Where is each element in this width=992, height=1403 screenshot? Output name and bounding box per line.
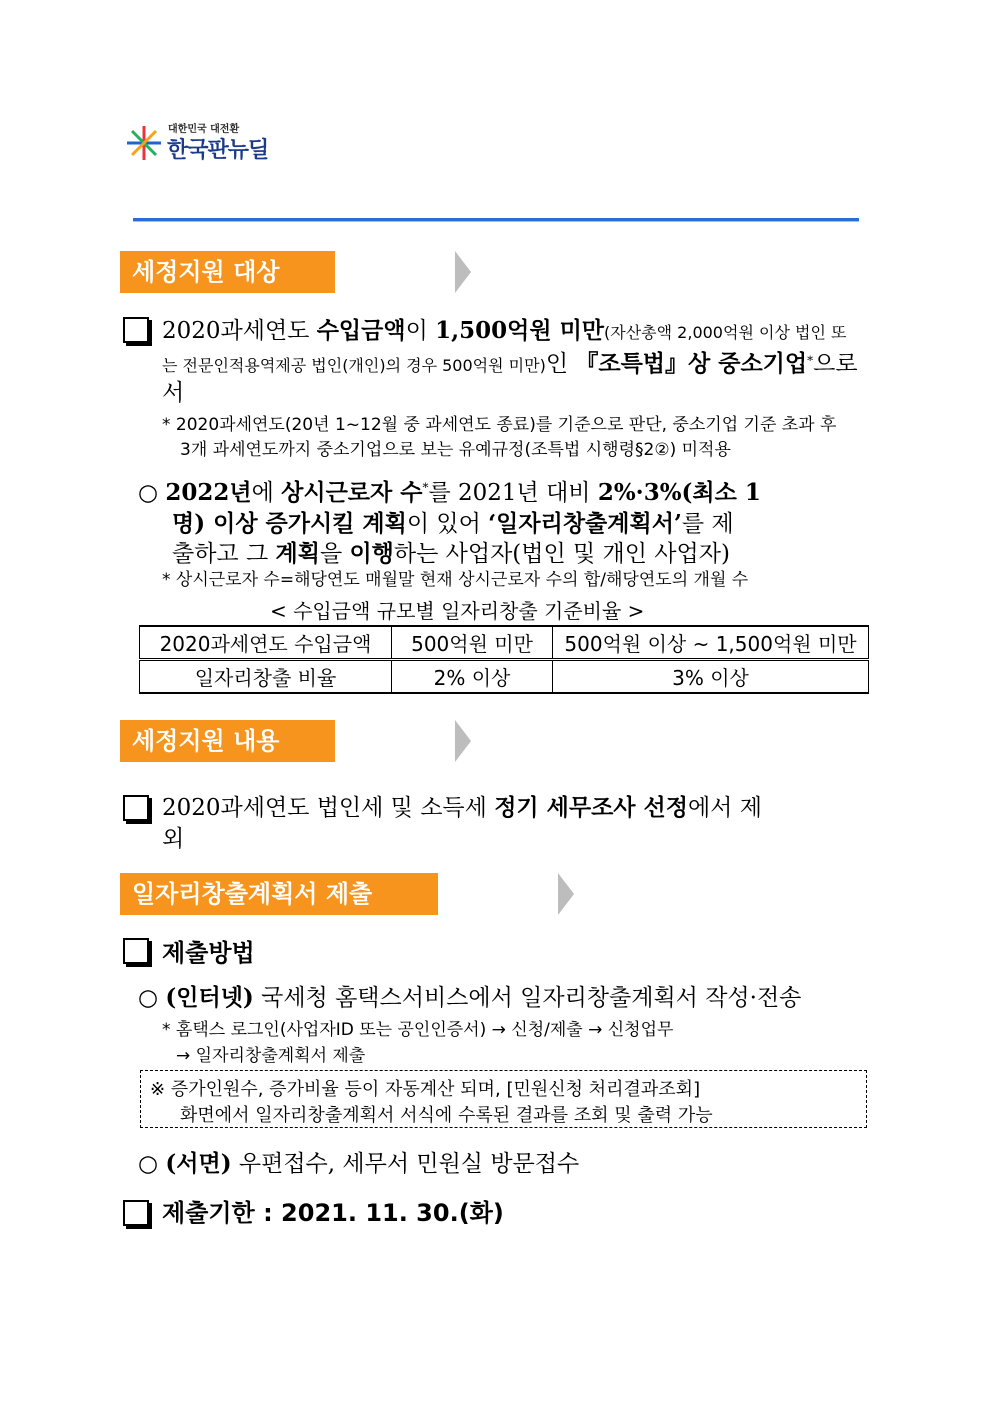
submit-deadline: 제출기한 : 2021. 11. 30.(화) [162,1199,504,1227]
logo-title: 한국판뉴딜 [167,138,269,163]
submit-note-2: → 일자리창출계획서 제출 [176,1046,366,1066]
table-title: < 수입금액 규모별 일자리창출 기준비율 > [270,599,645,623]
new-deal-star-icon [125,124,163,162]
target-circle-line-3: 출하고 그 계획을 이행하는 사업자(법인 및 개인 사업자) [172,540,730,567]
table-header-cell: 500억원 이상 ~ 1,500억원 미만 [553,626,869,660]
table-row [140,660,869,694]
checkbox-icon [123,795,149,821]
section-title: 일자리창출계획서 제출 [120,873,438,915]
korean-new-deal-logo [125,120,305,170]
job-ratio-table [139,625,869,694]
target-note-3: * 상시근로자 수=해당연도 매월말 현재 상시근로자 수의 합/해당연도의 개월 수 [162,570,749,590]
section-title: 세정지원 대상 [120,251,335,293]
checkbox-icon [123,1200,149,1226]
table-header-cell: 500억원 미만 [392,626,553,660]
target-line-1: 2020과세연도 수입금액이 1,500억원 미만(자산총액 2,000억원 이상 법인 또 [162,317,847,344]
section-tail [455,720,471,762]
table-header-cell: 2020과세연도 수입금액 [140,626,392,660]
target-circle-line-2: 명) 이상 증가시킬 계획이 있어 ‘일자리창출계획서’를 제 [172,510,734,537]
submit-method-heading: 제출방법 [162,939,255,967]
submit-paper-line: ○ (서면) 우편접수, 세무서 민원실 방문접수 [138,1150,580,1177]
section-tail [558,873,574,915]
table-cell: 일자리창출 비율 [140,660,392,694]
table-header-row [140,626,869,660]
target-line-2: 는 전문인적용역제공 법인(개인)의 경우 500억원 미만)인 『조특법』상 중소기업*으로 [162,350,858,377]
target-circle-line-1: ○ 2022년에 상시근로자 수*를 2021년 대비 2%·3%(최소 1 [138,479,761,506]
section-title: 세정지원 내용 [120,720,335,762]
notice-line-2: 화면에서 일자리창출계획서 서식에 수록된 결과를 조회 및 출력 가능 [180,1105,713,1126]
checkbox-icon [123,317,149,343]
header-rule [133,218,859,222]
section-tail [455,251,471,293]
table-cell: 2% 이상 [392,660,553,694]
logo-subtitle: 대한민국 대전환 [168,124,240,135]
target-line-3: 서 [162,380,185,406]
submit-internet-line: ○ (인터넷) 국세청 홈택스서비스에서 일자리창출계획서 작성·전송 [138,984,802,1011]
content-line-2: 외 [162,826,185,852]
content-line-1: 2020과세연도 법인세 및 소득세 정기 세무조사 선정에서 제 [162,794,762,821]
target-note-1: * 2020과세연도(20년 1~12월 중 과세연도 종료)를 기준으로 판단, 중소기업 기준 초과 후 [162,415,837,435]
checkbox-icon [123,938,149,964]
table-cell: 3% 이상 [553,660,869,694]
submit-note-1: * 홈택스 로그인(사업자ID 또는 공인인증서) → 신청/제출 → 신청업무 [162,1020,674,1040]
target-note-2: 3개 과세연도까지 중소기업으로 보는 유예규정(조특법 시행령§2②) 미적용 [180,440,731,460]
notice-line-1: ※ 증가인원수, 증가비율 등이 자동계산 되며, [민원신청 처리결과조회] [150,1079,701,1100]
